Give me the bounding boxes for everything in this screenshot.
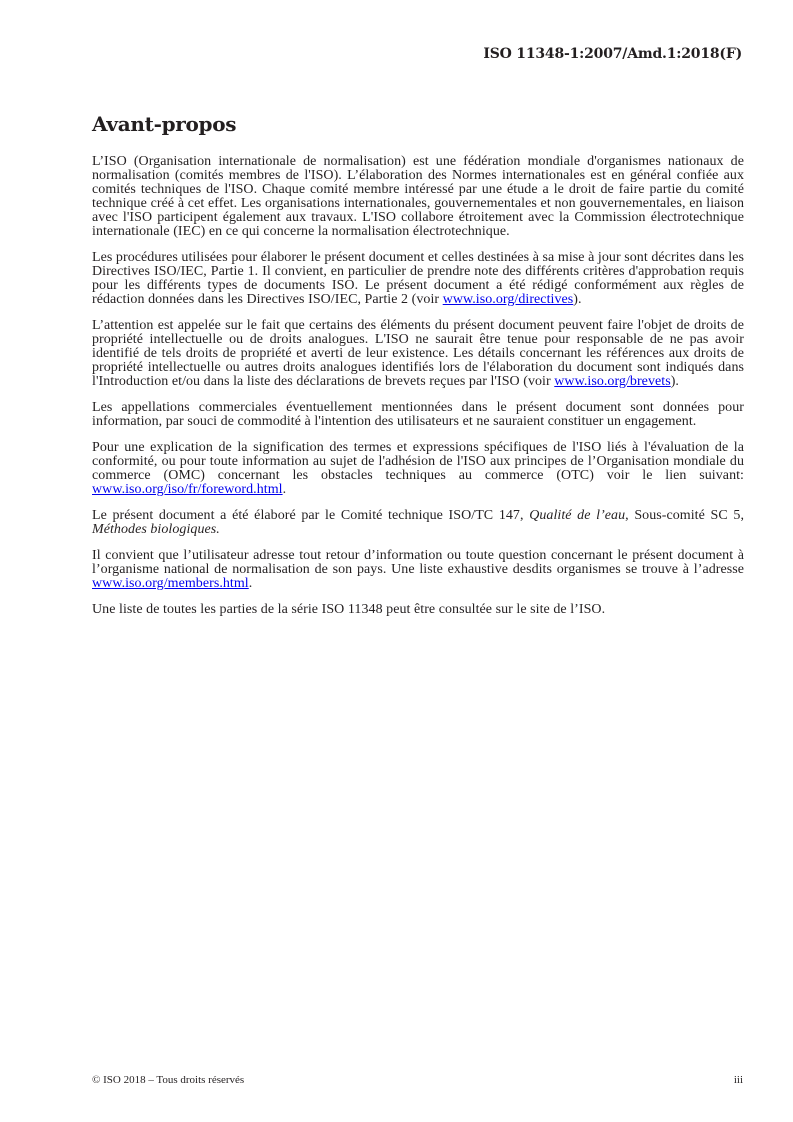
paragraph-text: Le présent document a été élaboré par le Comité technique ISO/TC 147, [92,508,530,523]
paragraph-text: L’ISO (Organisation internationale de normalisation) est une fédération mondiale d'organismes nationaux de normalisation (comités membres de l'ISO). L’élaboration des Normes internationales est en général confiée aux comités techniques de l'ISO. Chaque comité membre intéressé par une étude a le droit de faire partie du comité technique créé à cet effet. Les organisations internationales, gouvernementales et non gouvernementales, en liaison avec l'ISO participent également aux travaux. L'ISO collabore étroitement avec la Commission électrotechnique internationale (IEC) en ce qui concerne la normalisation électrotechnique. [92,154,744,239]
paragraph-text: Pour une explication de la signification des termes et expressions spécifiques de l'ISO liés à l'évaluation de la conformité, ou pour toute information au sujet de l'adhésion de l'ISO aux principes de l’Organisation mondiale du commerce (OMC) concernant les obstacles techniques au commerce (OTC) voir le lien suivant: [92,440,744,483]
paragraph-text: , Sous-comité SC 5, [625,508,744,523]
paragraph-procedures [92,251,744,307]
paragraph-trade-names [92,401,744,429]
paragraph-committee [92,509,744,537]
patents-link[interactable]: www.iso.org/brevets [554,374,671,389]
paragraph-text: . [282,482,287,497]
paragraph-text: ). [573,292,582,307]
members-link[interactable]: www.iso.org/members.html [92,576,249,591]
document-identifier: ISO 11348-1:2007/Amd.1:2018(F) [483,46,742,62]
page-title: Avant-propos [92,112,237,136]
subcommittee-title: Méthodes biologiques. [92,522,220,537]
paragraph-text: Il convient que l’utilisateur adresse tout retour d’information ou toute question concernant le présent document à l’organisme national de normalisation de son pays. Une liste exhaustive desdits organismes se trouve à l’adresse [92,548,744,577]
paragraph-text: L’attention est appelée sur le fait que certains des éléments du présent document peuvent faire l'objet de droits de propriété intellectuelle ou de droits analogues. L'ISO ne saurait être tenue pour responsable de ne pas avoir identifié de tels droits de propriété et averti de leur existence. Les détails concernant les références aux droits de propriété intellectuelle ou autres droits analogues identifiés lors de l'élaboration du document sont indiqués dans l'Introduction et/ou dans la liste des déclarations de brevets reçues par l'ISO (voir [92,318,744,389]
foreword-body [92,155,744,629]
paragraph-text: Les appellations commerciales éventuellement mentionnées dans le présent document sont données pour information, par souci de commodité à l'intention des utilisateurs et ne sauraient constituer un engagement. [92,400,744,429]
paragraph-text: . [248,576,253,591]
paragraph-conformity [92,441,744,497]
committee-title: Qualité de l’eau [529,508,626,523]
paragraph-text: Les procédures utilisées pour élaborer le présent document et celles destinées à sa mise à jour sont décrites dans les Directives ISO/IEC, Partie 1. Il convient, en particulier de prendre note des différents critères d'approbation requis pour les différents types de documents ISO. Le présent document a été rédigé conformément aux règles de rédaction données dans les Directives ISO/IEC, Partie 2 (voir [92,250,744,307]
page-number: iii [733,1074,743,1086]
foreword-link[interactable]: www.iso.org/iso/fr/foreword.html [92,482,283,497]
directives-link[interactable]: www.iso.org/directives [442,292,574,307]
paragraph-feedback [92,549,744,591]
copyright-notice: © ISO 2018 – Tous droits réservés [92,1074,245,1086]
paragraph-text: ). [670,374,679,389]
paragraph-text: Une liste de toutes les parties de la série ISO 11348 peut être consultée sur le site de l’ISO. [92,602,606,617]
paragraph-iso-intro [92,155,744,239]
paragraph-patents [92,319,744,389]
paragraph-series-parts [92,603,744,617]
